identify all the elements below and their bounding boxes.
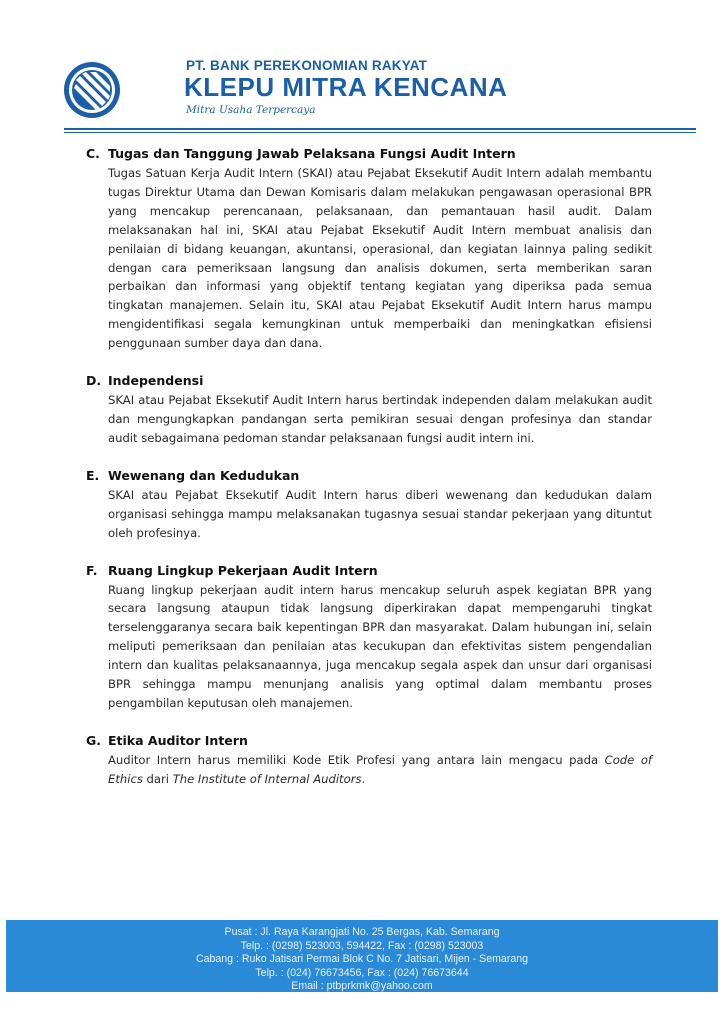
- letterhead: [60, 50, 680, 130]
- section-letter: F.: [86, 562, 98, 578]
- section-heading: Etika Auditor Intern: [108, 732, 248, 748]
- section-letter: D.: [86, 373, 102, 389]
- footer-email: Email : ptbprkmk@yahoo.com: [291, 980, 433, 993]
- iia-text: The Institute of Internal Auditors: [172, 771, 362, 786]
- section-heading: Ruang Lingkup Pekerjaan Audit Intern: [108, 562, 378, 578]
- section-heading: Tugas dan Tanggung Jawab Pelaksana Fungsi Audit Intern: [108, 146, 516, 161]
- paragraph-text: .: [361, 771, 366, 786]
- header-divider: [64, 128, 696, 130]
- section-d: [86, 373, 652, 448]
- bank-name: KLEPU MITRA KENCANA: [184, 72, 508, 102]
- section-g: [86, 733, 652, 789]
- code-of-ethics-text: Code of Ethics: [108, 752, 652, 786]
- section-letter: E.: [86, 467, 100, 483]
- section-e: [86, 468, 652, 543]
- paragraph-text: dari: [142, 771, 173, 786]
- header-divider-thin: [64, 132, 696, 133]
- section-title: [86, 373, 652, 388]
- section-title: [86, 563, 652, 578]
- section-paragraph: Ruang lingkup pekerjaan audit intern harus mencakup seluruh aspek kegiatan BPR yang secara langsung ataupun tidak langsung diperkirakan dapat mempengaruhi tingkat terselenggaranya secara baik kepentingan BPR dan masyarakat. Dalam hubungan ini, selain meliputi pemeriksaan dan penilaian atas kecukupan dan efektivitas sistem pengendalian intern dan kualitas pelaksanaannya, juga mencakup segala aspek dan unsur dari organisasi BPR sehingga mampu menunjang analisis yang optimal dalam membantu proses pengambilan keputusan oleh manajemen.: [108, 582, 652, 710]
- bank-type: PT. BANK PEREKONOMIAN RAKYAT: [186, 58, 428, 73]
- section-heading: Independensi: [108, 373, 204, 389]
- document-body: [86, 146, 652, 809]
- section-title: [86, 468, 652, 483]
- section-letter: G.: [86, 732, 102, 748]
- section-title: [86, 146, 652, 161]
- footer-address-bar: [6, 920, 718, 992]
- section-paragraph: SKAI atau Pejabat Eksekutif Audit Intern harus bertindak independen dalam melakukan audit dan mengungkapkan pandangan serta pemikiran sesuai dengan profesinya dan standar audit sebagaimana pedoman standar pelaksanaan fungsi audit intern ini.: [108, 393, 652, 445]
- section-heading: Wewenang dan Kedudukan: [108, 467, 300, 483]
- section-paragraph: SKAI atau Pejabat Eksekutif Audit Intern harus diberi wewenang dan kedudukan dalam organisasi sehingga mampu melaksanakan tugasnya sesuai standar pekerjaan yang dituntut oleh profesinya.: [108, 487, 652, 540]
- section-paragraph: [108, 751, 652, 789]
- section-letter: C.: [86, 146, 100, 161]
- paragraph-text: Auditor Intern harus memiliki Kode Etik Profesi yang antara lain mengacu pada: [108, 752, 605, 767]
- footer-head-office: Pusat : Jl. Raya Karangjati No. 25 Bergas, Kab. Semarang: [224, 926, 500, 938]
- section-f: [86, 563, 652, 713]
- section-title: [86, 733, 652, 748]
- footer-branch-phone: Telp. : (024) 76673456, Fax : (024) 76673644: [255, 966, 469, 979]
- bank-logo-icon: [62, 60, 122, 120]
- footer-head-office-phone: Telp. : (0298) 523003, 594422, Fax : (0298) 523003: [240, 939, 484, 952]
- tagline: Mitra Usaha Terpercaya: [186, 104, 316, 116]
- section-c: [86, 146, 652, 353]
- footer-branch: Cabang : Ruko Jatisari Permai Blok C No. 7 Jatisari, Mijen - Semarang: [195, 953, 529, 966]
- section-paragraph: Tugas Satuan Kerja Audit Intern (SKAI) atau Pejabat Eksekutif Audit Intern adalah membantu tugas Direktur Utama dan Dewan Komisaris dalam melakukan pengawasan operasional BPR yang mencakup perencanaan, pelaksanaan, dan pemantauan hasil audit. Dalam melaksanakan hal ini, SKAI atau Pejabat Eksekutif Audit Intern membuat analisis dan penilaian di bidang keuangan, akuntansi, operasional, dan kegiatan lainnya paling sedikit dengan cara pemeriksaan langsung dan analisis dokumen, serta memberikan saran perbaikan dan informasi yang objektif tentang kegiatan yang diperiksa pada semua tingkatan manajemen. Selain itu, SKAI atau Pejabat Eksekutif Audit Intern harus mampu mengidentifikasi segala kemungkinan untuk memperbaiki dan meningkatkan efisiensi penggunaan sumber daya dan dana.: [108, 166, 652, 351]
